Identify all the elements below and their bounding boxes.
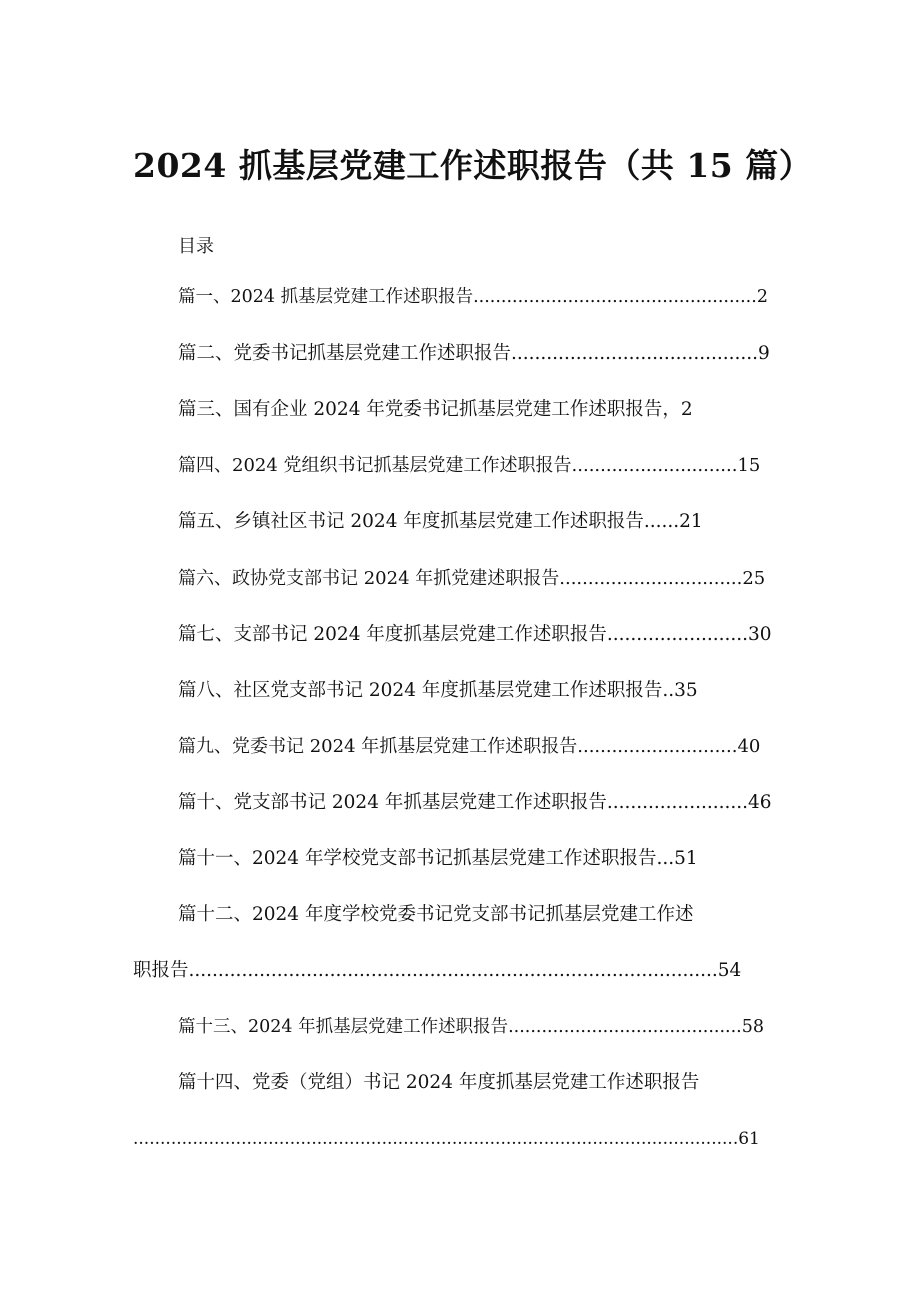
toc-entry-leader: ............................. <box>571 455 738 476</box>
toc-entry-leader: ........................ <box>606 624 748 645</box>
toc-entry-title: 篇十、党支部书记 2024 年抓基层党建工作述职报告 <box>178 792 607 813</box>
toc-entry-page: 54 <box>717 960 742 981</box>
toc-entry-page: 46 <box>748 792 772 813</box>
toc-entry-leader: ........................ <box>606 792 748 813</box>
toc-entry[interactable] <box>178 677 698 705</box>
toc-entry[interactable] <box>178 901 693 929</box>
toc-entry-title: 职报告 <box>133 960 189 981</box>
toc-entry[interactable] <box>178 621 772 649</box>
toc-entry[interactable] <box>178 565 765 593</box>
toc-entry[interactable] <box>178 283 768 311</box>
toc-entry-leader: ............................ <box>577 736 738 757</box>
toc-heading: 目录 <box>178 236 214 257</box>
toc-entry-leader: ................................ <box>559 568 743 589</box>
toc-entry[interactable] <box>178 396 693 424</box>
toc-entry-page: 9 <box>758 343 770 364</box>
toc-entry-page: 2 <box>756 287 768 307</box>
toc-entry-page: 61 <box>738 1129 760 1149</box>
toc-entry-title: 篇十一、2024 年学校党支部书记抓基层党建工作述职报告 <box>178 848 657 869</box>
toc-entry-title: 篇五、乡镇社区书记 2024 年度抓基层党建工作述职报告 <box>178 511 644 532</box>
toc-entry-title: 篇四、2024 党组织书记抓基层党建工作述职报告 <box>178 455 572 476</box>
toc-entry-page: 21 <box>679 511 703 532</box>
toc-entry-title: 篇二、党委书记抓基层党建工作述职报告 <box>178 343 512 364</box>
toc-entry-leader: ................................................................................................................ <box>133 1129 739 1149</box>
toc-entry-leader: ...... <box>643 511 680 532</box>
toc-entry-title: 篇十三、2024 年抓基层党建工作述职报告 <box>178 1017 509 1037</box>
toc-entry[interactable] <box>178 1069 699 1097</box>
toc-entry-title: 篇十四、党委（党组）书记 2024 年度抓基层党建工作述职报告 <box>178 1072 700 1093</box>
document-title: 2024 抓基层党建工作述职报告（共 15 篇） <box>133 146 813 185</box>
toc-entry-page: 35 <box>674 680 698 701</box>
toc-entry[interactable] <box>178 508 703 536</box>
toc-entry[interactable] <box>178 845 698 873</box>
toc-entry-page: 40 <box>737 736 761 757</box>
toc-entry-leader: ................................................... <box>473 287 757 307</box>
toc-entry[interactable] <box>133 957 741 985</box>
toc-entry[interactable] <box>178 340 770 368</box>
toc-entry[interactable] <box>178 1013 764 1041</box>
toc-entry-title: 篇一、2024 抓基层党建工作述职报告 <box>178 287 474 307</box>
toc-entry-leader: .. <box>662 680 675 701</box>
toc-entry-title: 篇三、国有企业 2024 年党委书记抓基层党建工作述职报告，2 <box>178 399 693 420</box>
toc-entry[interactable] <box>178 733 760 761</box>
toc-entry-page: 30 <box>748 624 772 645</box>
toc-entry-page: 25 <box>742 568 766 589</box>
toc-entry[interactable] <box>178 789 772 817</box>
toc-entry-leader: .......................................................................................... <box>188 960 718 981</box>
toc-entry-leader: .......................................... <box>508 1017 742 1037</box>
toc-entry-title: 篇七、支部书记 2024 年度抓基层党建工作述职报告 <box>178 624 607 645</box>
toc-entry-title: 篇八、社区党支部书记 2024 年度抓基层党建工作述职报告 <box>178 680 663 701</box>
toc-entry[interactable] <box>133 1125 760 1153</box>
toc-entry-title: 篇九、党委书记 2024 年抓基层党建工作述职报告 <box>178 736 578 757</box>
toc-entry-page: 51 <box>674 848 698 869</box>
toc-entry[interactable] <box>178 452 760 480</box>
toc-entry-leader: ... <box>656 848 675 869</box>
toc-entry-page: 15 <box>737 455 761 476</box>
toc-entry-title: 篇六、政协党支部书记 2024 年抓党建述职报告 <box>178 568 560 589</box>
toc-entry-leader: .......................................... <box>511 343 759 364</box>
toc-entry-page: 58 <box>741 1017 765 1037</box>
toc-entry-title: 篇十二、2024 年度学校党委书记党支部书记抓基层党建工作述 <box>178 904 694 925</box>
